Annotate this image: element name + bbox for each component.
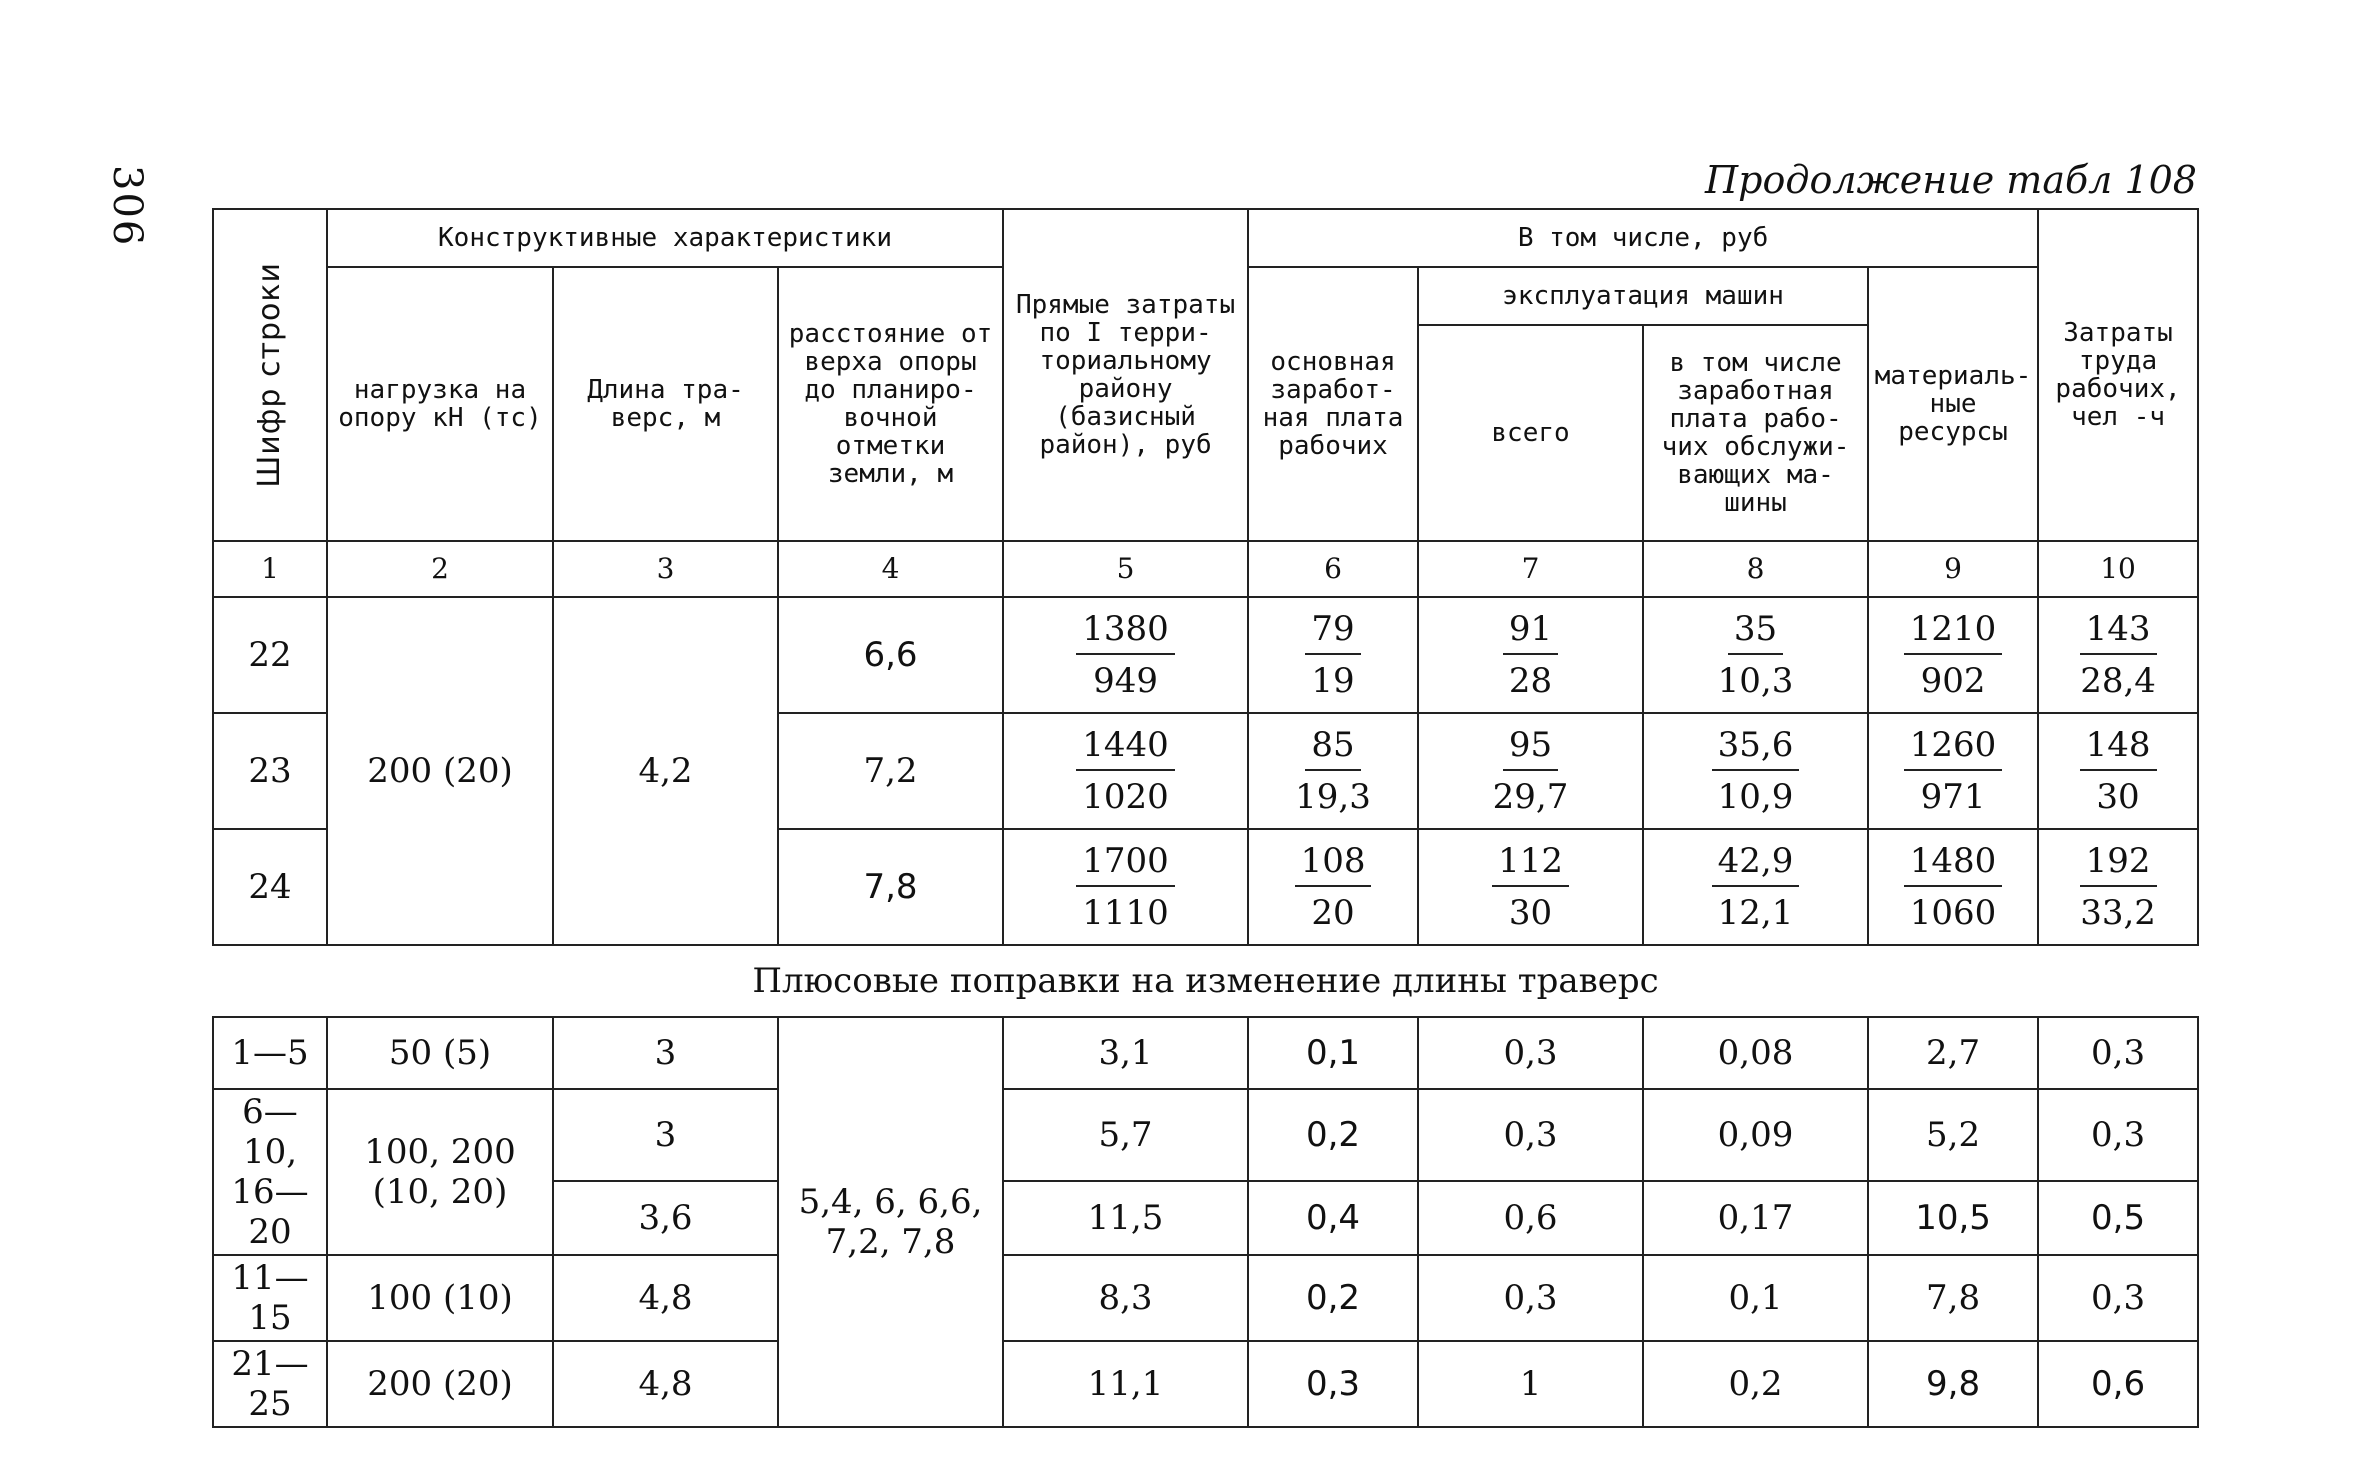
col-number: 6 bbox=[1248, 541, 1418, 597]
fraction-cell: 35 10,3 bbox=[1643, 597, 1868, 713]
value-cell: 0,2 bbox=[1248, 1089, 1418, 1181]
length-cell: 4,2 bbox=[553, 597, 778, 945]
value-cell: 0,2 bbox=[1643, 1341, 1868, 1427]
row-code: 21—25 bbox=[213, 1341, 327, 1427]
value-cell: 0,6 bbox=[2038, 1341, 2198, 1427]
header-materials: материаль-ные ресурсы bbox=[1868, 267, 2038, 541]
header-including-wage: в том числе заработная плата рабо-чих обслужи-вающих ма-шины bbox=[1643, 325, 1868, 541]
continuation-title: Продолжение табл 108 bbox=[1705, 158, 2197, 202]
col-number: 3 bbox=[553, 541, 778, 597]
value-cell: 9,8 bbox=[1868, 1341, 2038, 1427]
header-row-code: Шифр строки bbox=[213, 209, 327, 541]
value-cell: 0,6 bbox=[1418, 1181, 1643, 1255]
header-machine-operation: эксплуатация машин bbox=[1418, 267, 1868, 325]
load-cell: 100, 200 (10, 20) bbox=[327, 1089, 553, 1255]
value-cell: 7,8 bbox=[1868, 1255, 2038, 1341]
fraction-cell: 1260 971 bbox=[1868, 713, 2038, 829]
value-cell: 5,2 bbox=[1868, 1089, 2038, 1181]
value-cell: 0,4 bbox=[1248, 1181, 1418, 1255]
table-row bbox=[213, 597, 2198, 713]
fraction-cell: 108 20 bbox=[1248, 829, 1418, 945]
value-cell: 0,3 bbox=[1418, 1089, 1643, 1181]
header-total: всего bbox=[1418, 325, 1643, 541]
header-labor: Затраты труда рабочих, чел -ч bbox=[2038, 209, 2198, 541]
fraction-cell: 1380 949 bbox=[1003, 597, 1248, 713]
cost-table bbox=[212, 208, 2199, 1428]
fraction-cell: 148 30 bbox=[2038, 713, 2198, 829]
fraction-cell: 1440 1020 bbox=[1003, 713, 1248, 829]
fraction-cell: 42,9 12,1 bbox=[1643, 829, 1868, 945]
value-cell: 0,3 bbox=[1418, 1017, 1643, 1089]
fraction-cell: 85 19,3 bbox=[1248, 713, 1418, 829]
value-cell: 0,5 bbox=[2038, 1181, 2198, 1255]
fraction-cell: 192 33,2 bbox=[2038, 829, 2198, 945]
row-code: 6—10, 16—20 bbox=[213, 1089, 327, 1255]
correction-row bbox=[213, 1089, 2198, 1181]
value-cell: 5,7 bbox=[1003, 1089, 1248, 1181]
col-number: 8 bbox=[1643, 541, 1868, 597]
row-code: 24 bbox=[213, 829, 327, 945]
header-basic-wage: основная заработ-ная плата рабочих bbox=[1248, 267, 1418, 541]
fraction-cell: 35,6 10,9 bbox=[1643, 713, 1868, 829]
value-cell: 11,1 bbox=[1003, 1341, 1248, 1427]
load-cell: 200 (20) bbox=[327, 1341, 553, 1427]
distance-cell: 7,2 bbox=[778, 713, 1003, 829]
fraction-cell: 79 19 bbox=[1248, 597, 1418, 713]
col-number: 9 bbox=[1868, 541, 2038, 597]
value-cell: 10,5 bbox=[1868, 1181, 2038, 1255]
correction-row bbox=[213, 1255, 2198, 1341]
page-number: 306 bbox=[104, 165, 150, 248]
header-direct-costs: Прямые затраты по I терри-ториальному району (базисный район), руб bbox=[1003, 209, 1248, 541]
value-cell: 11,5 bbox=[1003, 1181, 1248, 1255]
load-cell: 100 (10) bbox=[327, 1255, 553, 1341]
col-number: 4 bbox=[778, 541, 1003, 597]
value-cell: 0,3 bbox=[1248, 1341, 1418, 1427]
section-row bbox=[213, 945, 2198, 1017]
col-number: 2 bbox=[327, 541, 553, 597]
load-cell: 200 (20) bbox=[327, 597, 553, 945]
length-cell: 3 bbox=[553, 1089, 778, 1181]
distance-cell: 6,6 bbox=[778, 597, 1003, 713]
col-number: 5 bbox=[1003, 541, 1248, 597]
header-distance: расстояние от верха опоры до планиро-вочной отметки земли, м bbox=[778, 267, 1003, 541]
length-cell: 3 bbox=[553, 1017, 778, 1089]
fraction-cell: 1210 902 bbox=[1868, 597, 2038, 713]
col-number: 7 bbox=[1418, 541, 1643, 597]
fraction-cell: 95 29,7 bbox=[1418, 713, 1643, 829]
value-cell: 0,2 bbox=[1248, 1255, 1418, 1341]
row-code: 11—15 bbox=[213, 1255, 327, 1341]
col-number: 1 bbox=[213, 541, 327, 597]
distance-cell: 5,4, 6, 6,6, 7,2, 7,8 bbox=[778, 1017, 1003, 1427]
load-cell: 50 (5) bbox=[327, 1017, 553, 1089]
header-constructive: Конструктивные характеристики bbox=[327, 209, 1003, 267]
header-load: нагрузка на опору кН (тс) bbox=[327, 267, 553, 541]
fraction-cell: 112 30 bbox=[1418, 829, 1643, 945]
length-cell: 4,8 bbox=[553, 1341, 778, 1427]
row-code: 1—5 bbox=[213, 1017, 327, 1089]
value-cell: 0,3 bbox=[2038, 1017, 2198, 1089]
row-code: 22 bbox=[213, 597, 327, 713]
value-cell: 0,3 bbox=[2038, 1089, 2198, 1181]
correction-row bbox=[213, 1341, 2198, 1427]
value-cell: 0,1 bbox=[1248, 1017, 1418, 1089]
length-cell: 4,8 bbox=[553, 1255, 778, 1341]
value-cell: 0,08 bbox=[1643, 1017, 1868, 1089]
section-title: Плюсовые поправки на изменение длины траверс bbox=[213, 945, 2198, 1017]
row-code: 23 bbox=[213, 713, 327, 829]
value-cell: 0,3 bbox=[2038, 1255, 2198, 1341]
distance-cell: 7,8 bbox=[778, 829, 1003, 945]
header-including: В том числе, руб bbox=[1248, 209, 2038, 267]
fraction-cell: 91 28 bbox=[1418, 597, 1643, 713]
value-cell: 2,7 bbox=[1868, 1017, 2038, 1089]
col-number: 10 bbox=[2038, 541, 2198, 597]
correction-row bbox=[213, 1017, 2198, 1089]
header-traverse-length: Длина тра-верс, м bbox=[553, 267, 778, 541]
value-cell: 0,17 bbox=[1643, 1181, 1868, 1255]
value-cell: 1 bbox=[1418, 1341, 1643, 1427]
value-cell: 3,1 bbox=[1003, 1017, 1248, 1089]
value-cell: 0,1 bbox=[1643, 1255, 1868, 1341]
value-cell: 8,3 bbox=[1003, 1255, 1248, 1341]
value-cell: 0,09 bbox=[1643, 1089, 1868, 1181]
fraction-cell: 1480 1060 bbox=[1868, 829, 2038, 945]
fraction-cell: 143 28,4 bbox=[2038, 597, 2198, 713]
fraction-cell: 1700 1110 bbox=[1003, 829, 1248, 945]
value-cell: 0,3 bbox=[1418, 1255, 1643, 1341]
length-cell: 3,6 bbox=[553, 1181, 778, 1255]
